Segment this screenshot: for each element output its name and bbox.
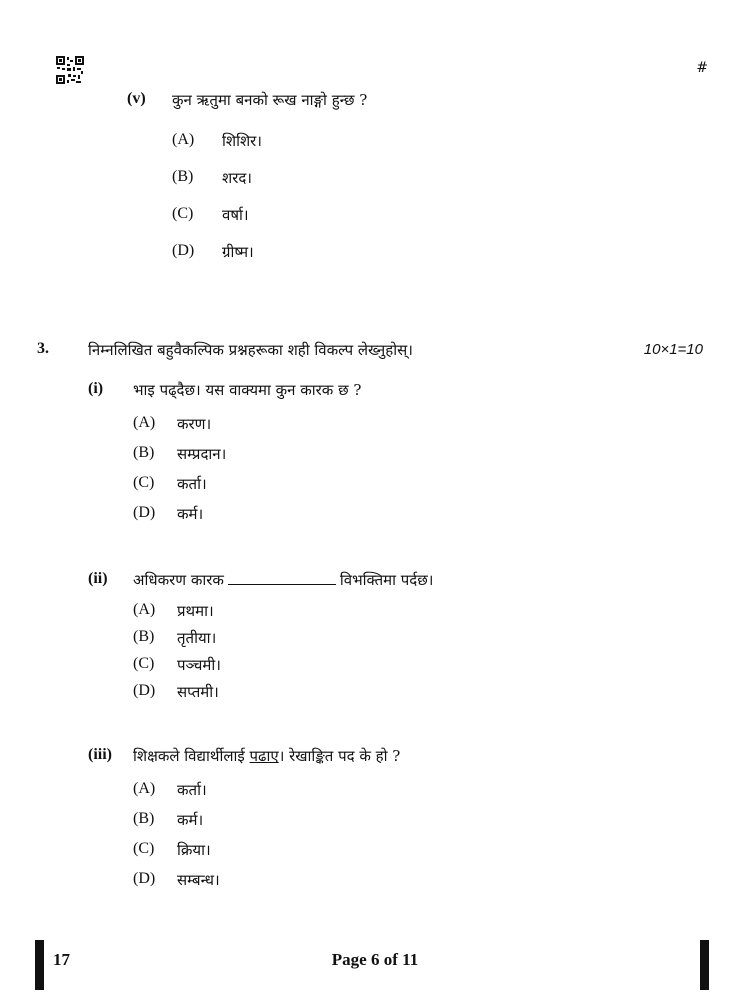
question-ii-text xyxy=(133,570,433,590)
option-label: (B) xyxy=(172,168,194,185)
option-text: ग्रीष्म। xyxy=(222,243,254,261)
option-text: क्रिया। xyxy=(177,841,211,859)
section-instruction: निम्नलिखित बहुवैकल्पिक प्रश्नहरूका शही विकल्प लेख्नुहोस्। xyxy=(88,341,413,359)
footer-page-number: Page 6 of 11 xyxy=(331,950,419,969)
option-label: (C) xyxy=(172,205,194,222)
question-v-label: (v) xyxy=(127,90,146,107)
qr-code xyxy=(56,56,84,84)
question-v-text: कुन ऋतुमा बनको रूख नाङ्गो हुन्छ ? xyxy=(172,91,368,109)
question-iii-label: (iii) xyxy=(88,746,112,763)
section-marks: 10×1=10 xyxy=(643,341,703,358)
footer-paper-code: 17 xyxy=(53,950,70,969)
option-label: (C) xyxy=(133,655,155,672)
option-label: (B) xyxy=(133,628,155,645)
question-ii-text-before: अधिकरण कारक xyxy=(133,571,224,589)
question-iii-text xyxy=(133,746,400,766)
option-text: शरद। xyxy=(222,169,252,187)
option-label: (C) xyxy=(133,840,155,857)
option-label: (D) xyxy=(133,504,156,521)
option-label: (A) xyxy=(133,414,156,431)
question-iii-text-after: । रेखाङ्कित पद के हो ? xyxy=(278,747,401,765)
option-text: वर्षा। xyxy=(222,206,249,224)
question-iii-text-before: शिक्षकले विद्यार्थीलाई xyxy=(133,747,245,765)
question-i-label: (i) xyxy=(88,380,104,397)
question-ii-label: (ii) xyxy=(88,570,108,587)
option-text: शिशिर। xyxy=(222,132,262,150)
option-label: (A) xyxy=(133,780,156,797)
option-text: कर्ता। xyxy=(177,781,207,799)
option-text: सम्प्रदान। xyxy=(177,445,227,463)
option-text: करण। xyxy=(177,415,212,433)
option-label: (B) xyxy=(133,444,155,461)
page-hash-mark: # xyxy=(696,60,708,76)
underlined-word: पढाए xyxy=(249,747,279,765)
question-ii-text-after: विभक्तिमा पर्दछ। xyxy=(339,571,434,589)
option-text: कर्म। xyxy=(177,505,204,523)
option-text: तृतीया। xyxy=(177,629,217,647)
option-label: (A) xyxy=(133,601,156,618)
option-label: (A) xyxy=(172,131,195,148)
option-label: (C) xyxy=(133,474,155,491)
option-label: (B) xyxy=(133,810,155,827)
option-text: प्रथमा। xyxy=(177,602,214,620)
question-i-text: भाइ पढ्दैछ। यस वाक्यमा कुन कारक छ ? xyxy=(133,381,362,399)
option-label: (D) xyxy=(133,682,156,699)
option-text: सप्तमी। xyxy=(177,683,219,701)
option-text: सम्बन्ध। xyxy=(177,871,220,889)
section-number: 3. xyxy=(37,340,49,357)
fill-in-blank xyxy=(228,572,336,585)
option-text: पञ्चमी। xyxy=(177,656,221,674)
option-label: (D) xyxy=(133,870,156,887)
option-text: कर्म। xyxy=(177,811,204,829)
option-label: (D) xyxy=(172,242,195,259)
option-text: कर्ता। xyxy=(177,475,207,493)
